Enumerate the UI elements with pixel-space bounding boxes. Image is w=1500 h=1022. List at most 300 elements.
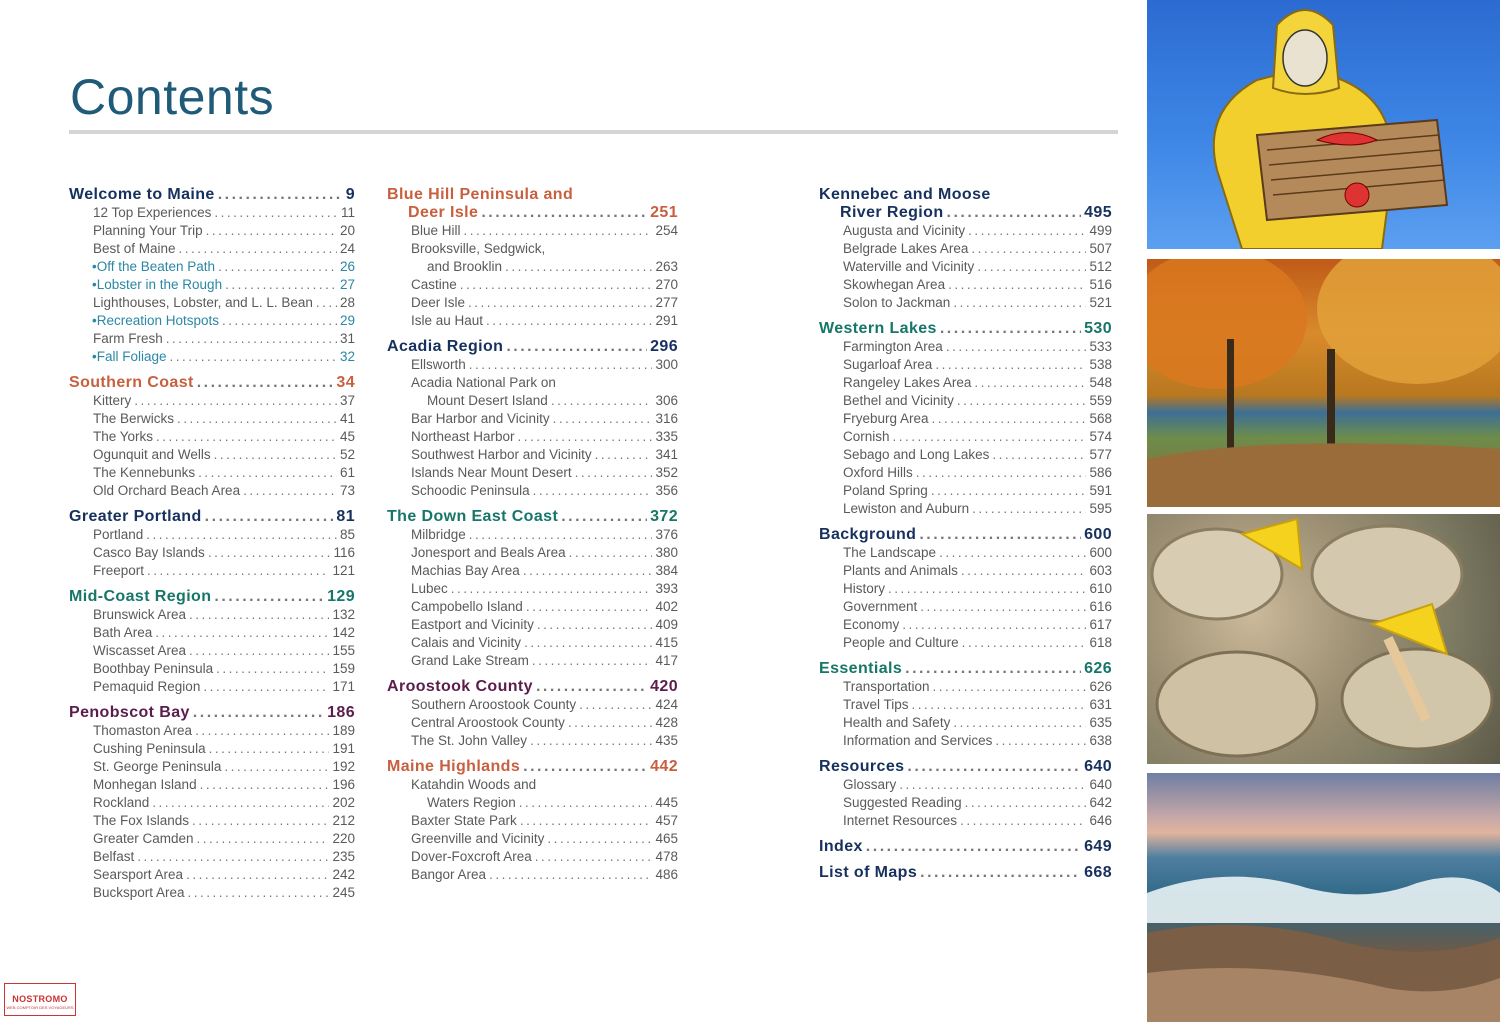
toc-entry-row[interactable] <box>387 830 678 848</box>
entry-label: Recreation Hotspots <box>96 313 220 328</box>
entry-page-number: 26 <box>339 259 355 274</box>
entry-label: Glossary <box>843 777 897 792</box>
logo-tagline: WEB COMPTOIR DES VOYAGEURS <box>6 1005 74 1010</box>
toc-entry-row[interactable] <box>69 526 355 544</box>
toc-entry-row[interactable] <box>69 222 355 240</box>
toc-entry-row[interactable] <box>387 464 678 482</box>
toc-entry-row[interactable] <box>819 500 1112 518</box>
entry-label: Pemaquid Region <box>93 679 201 694</box>
entry-page-number: 512 <box>1089 259 1112 274</box>
toc-entry-row[interactable] <box>69 464 355 482</box>
section-heading-row[interactable] <box>387 678 678 696</box>
section-title: Essentials <box>819 660 903 677</box>
dot-leader <box>953 714 1086 732</box>
entry-page-number: 192 <box>332 759 355 774</box>
entry-label: Jonesport and Beals Area <box>411 545 566 560</box>
section-title: Mid-Coast Region <box>69 588 212 605</box>
toc-entry-row[interactable] <box>387 696 678 714</box>
photo-sunset-waves-rocks <box>1147 773 1500 1022</box>
entry-page-number: 352 <box>655 465 678 480</box>
section-heading-row[interactable] <box>69 508 355 526</box>
toc-entry-row[interactable] <box>819 776 1112 794</box>
entry-page-number: 235 <box>332 849 355 864</box>
toc-entry[interactable] <box>387 776 678 794</box>
dot-leader <box>177 410 337 428</box>
logo-name: NOSTROMO <box>12 994 68 1004</box>
dot-leader <box>518 428 653 446</box>
nostromo-logo <box>4 983 76 1016</box>
toc-entry-row[interactable] <box>69 642 355 660</box>
dot-leader <box>968 222 1086 240</box>
entry-label: Transportation <box>843 679 930 694</box>
dot-leader <box>533 482 653 500</box>
toc-entry-row[interactable] <box>387 410 678 428</box>
toc-entry-row[interactable] <box>387 866 678 884</box>
entry-label: Health and Safety <box>843 715 951 730</box>
entry-label: Plants and Animals <box>843 563 958 578</box>
section-title: Background <box>819 526 917 543</box>
entry-page-number: 499 <box>1089 223 1112 238</box>
toc-entry-row[interactable] <box>69 624 355 642</box>
toc-entry-row[interactable] <box>819 392 1112 410</box>
section-page-number: 129 <box>327 588 355 605</box>
toc-entry-row[interactable] <box>69 866 355 884</box>
entry-label: Mount Desert Island <box>427 393 548 408</box>
entry-page-number: 603 <box>1089 563 1112 578</box>
toc-entry-row[interactable] <box>69 312 355 330</box>
toc-entry-row[interactable] <box>819 482 1112 500</box>
entry-label: Brunswick Area <box>93 607 187 622</box>
toc-entry-row[interactable] <box>819 598 1112 616</box>
entry-page-number: 202 <box>332 795 355 810</box>
toc-entry-row[interactable] <box>69 410 355 428</box>
dot-leader <box>460 276 653 294</box>
section-heading-row[interactable] <box>69 588 355 606</box>
section-heading-row[interactable] <box>819 864 1112 882</box>
section-heading-row[interactable] <box>69 704 355 722</box>
dot-leader <box>535 848 653 866</box>
entry-page-number: 20 <box>339 223 355 238</box>
dot-leader <box>960 812 1086 830</box>
dot-leader <box>464 222 653 240</box>
toc-entry-row[interactable] <box>819 356 1112 374</box>
toc-entry-row[interactable] <box>69 348 355 366</box>
entry-page-number: 415 <box>655 635 678 650</box>
dot-leader <box>957 392 1087 410</box>
section-heading-row[interactable] <box>819 204 1112 222</box>
dot-leader <box>189 606 329 624</box>
section-heading-row[interactable] <box>819 758 1112 776</box>
section-page-number: 81 <box>336 508 355 525</box>
toc-entry-row[interactable] <box>387 812 678 830</box>
entry-label: Bethel and Vicinity <box>843 393 954 408</box>
toc-entry-row[interactable] <box>387 714 678 732</box>
toc-entry-row[interactable] <box>387 580 678 598</box>
entry-page-number: 380 <box>655 545 678 560</box>
dot-leader <box>316 294 337 312</box>
toc-entry-row[interactable] <box>69 830 355 848</box>
section-title: Welcome to Maine <box>69 186 215 203</box>
toc-entry-row[interactable] <box>69 812 355 830</box>
entry-page-number: 409 <box>655 617 678 632</box>
entry-label: Planning Your Trip <box>93 223 203 238</box>
dot-leader <box>579 696 652 714</box>
dot-leader <box>948 276 1086 294</box>
section-page-number: 649 <box>1084 838 1112 855</box>
bullet-icon: • <box>92 349 97 364</box>
entry-page-number: 191 <box>332 741 355 756</box>
entry-label: History <box>843 581 886 596</box>
toc-entry-row[interactable] <box>387 312 678 330</box>
toc-entry-row[interactable] <box>819 634 1112 652</box>
toc-entry-row[interactable] <box>387 544 678 562</box>
toc-entry-row[interactable] <box>387 428 678 446</box>
toc-entry-row[interactable] <box>387 598 678 616</box>
entry-page-number: 600 <box>1089 545 1112 560</box>
toc-entry-row[interactable] <box>69 606 355 624</box>
section-heading-row[interactable] <box>387 758 678 776</box>
dot-leader <box>971 240 1086 258</box>
toc-entry-row[interactable] <box>819 580 1112 598</box>
dot-leader <box>893 428 1087 446</box>
toc-entry-row[interactable] <box>819 294 1112 312</box>
toc-entry-row[interactable] <box>819 678 1112 696</box>
toc-entry-row[interactable] <box>387 794 678 812</box>
entry-page-number: 335 <box>655 429 678 444</box>
entry-label: 12 Top Experiences <box>93 205 212 220</box>
entry-page-number: 52 <box>339 447 355 462</box>
entry-label: Farmington Area <box>843 339 943 354</box>
toc-entry-row[interactable] <box>819 464 1112 482</box>
entry-label: Wiscasset Area <box>93 643 187 658</box>
entry-label: Waters Region <box>427 795 516 810</box>
entry-label: Southern Aroostook County <box>411 697 577 712</box>
section-title: Resources <box>819 758 905 775</box>
toc-entry-row[interactable] <box>387 446 678 464</box>
toc-entry-row[interactable] <box>69 848 355 866</box>
entry-page-number: 300 <box>655 357 678 372</box>
toc-entry-row[interactable] <box>69 884 355 902</box>
section-page-number: 9 <box>345 186 355 203</box>
entry-label: Fall Foliage <box>96 349 167 364</box>
entry-page-number: 465 <box>655 831 678 846</box>
toc-entry-row[interactable] <box>387 276 678 294</box>
section-page-number: 442 <box>650 758 678 775</box>
dot-leader <box>907 758 1081 776</box>
dot-leader <box>146 526 337 544</box>
entry-page-number: 642 <box>1089 795 1112 810</box>
entry-page-number: 638 <box>1089 733 1112 748</box>
toc-section <box>819 660 1112 750</box>
toc-entry[interactable] <box>387 240 678 258</box>
dot-leader <box>920 864 1081 882</box>
dot-leader <box>523 562 653 580</box>
toc-entry-row[interactable] <box>69 722 355 740</box>
toc-entry-row[interactable] <box>819 812 1112 830</box>
section-heading[interactable] <box>819 186 1112 204</box>
toc-section <box>819 864 1112 882</box>
toc-entry-row[interactable] <box>387 848 678 866</box>
toc-entry-row[interactable] <box>69 294 355 312</box>
toc-entry-row[interactable] <box>819 240 1112 258</box>
dot-leader <box>489 866 652 884</box>
section-title: Acadia Region <box>387 338 504 355</box>
dot-leader <box>575 464 653 482</box>
entry-label: Grand Lake Stream <box>411 653 529 668</box>
entry-page-number: 618 <box>1089 635 1112 650</box>
toc-entry-row[interactable] <box>69 740 355 758</box>
bullet-icon: • <box>92 259 97 274</box>
dot-leader <box>519 794 653 812</box>
toc-entry-row[interactable] <box>819 374 1112 392</box>
toc-column-2 <box>387 186 678 892</box>
toc-entry-row[interactable] <box>69 240 355 258</box>
toc-entry-row[interactable] <box>69 758 355 776</box>
entry-label: The Berwicks <box>93 411 175 426</box>
toc-entry-row[interactable] <box>819 222 1112 240</box>
section-heading-row[interactable] <box>387 204 678 222</box>
toc-entry-row[interactable] <box>69 204 355 222</box>
section-heading-row[interactable] <box>819 660 1112 678</box>
toc-entry-row[interactable] <box>69 258 355 276</box>
entry-label: Lewiston and Auburn <box>843 501 970 516</box>
section-page-number: 420 <box>650 678 678 695</box>
dot-leader <box>553 410 653 428</box>
photo-autumn-lake-trees <box>1147 259 1500 507</box>
dot-leader <box>189 642 329 660</box>
toc-entry-row[interactable] <box>387 526 678 544</box>
entry-page-number: 538 <box>1089 357 1112 372</box>
toc-section <box>69 508 355 580</box>
dot-leader <box>200 776 330 794</box>
dot-leader <box>468 294 652 312</box>
toc-entry-row[interactable] <box>69 794 355 812</box>
toc-section <box>387 508 678 670</box>
entry-label: Acadia National Park on <box>411 375 556 390</box>
toc-entry-row[interactable] <box>387 616 678 634</box>
dot-leader <box>995 732 1086 750</box>
dot-leader <box>155 624 329 642</box>
entry-page-number: 29 <box>339 313 355 328</box>
entry-page-number: 424 <box>655 697 678 712</box>
entry-label: Brooksville, Sedgwick, <box>411 241 546 256</box>
entry-page-number: 263 <box>655 259 678 274</box>
toc-section <box>69 374 355 500</box>
dot-leader <box>912 696 1087 714</box>
toc-entry-row[interactable] <box>819 616 1112 634</box>
entry-page-number: 574 <box>1089 429 1112 444</box>
toc-entry-row[interactable] <box>819 732 1112 750</box>
section-page-number: 640 <box>1084 758 1112 775</box>
entry-label: Isle au Haut <box>411 313 484 328</box>
toc-entry-row[interactable] <box>387 294 678 312</box>
dot-leader <box>486 312 652 330</box>
entry-page-number: 142 <box>332 625 355 640</box>
toc-entry-row[interactable] <box>819 338 1112 356</box>
section-page-number: 668 <box>1084 864 1112 881</box>
toc-entry-row[interactable] <box>387 732 678 750</box>
entry-label: Eastport and Vicinity <box>411 617 534 632</box>
section-title: Greater Portland <box>69 508 202 525</box>
toc-entry-row[interactable] <box>69 660 355 678</box>
dot-leader <box>208 544 331 562</box>
section-heading-row[interactable] <box>69 374 355 392</box>
dot-leader <box>197 830 330 848</box>
entry-page-number: 478 <box>655 849 678 864</box>
entry-label: The Fox Islands <box>93 813 190 828</box>
entry-label: Best of Maine <box>93 241 176 256</box>
dot-leader <box>505 258 652 276</box>
entry-page-number: 291 <box>655 313 678 328</box>
section-heading-row[interactable] <box>819 320 1112 338</box>
dot-leader <box>939 544 1086 562</box>
bullet-icon: • <box>92 277 97 292</box>
entry-page-number: 277 <box>655 295 678 310</box>
section-title: List of Maps <box>819 864 918 881</box>
dot-leader <box>195 722 329 740</box>
entry-page-number: 640 <box>1089 777 1112 792</box>
toc-section <box>819 320 1112 518</box>
toc-entry-row[interactable] <box>69 562 355 580</box>
toc-entry-row[interactable] <box>69 276 355 294</box>
entry-page-number: 646 <box>1089 813 1112 828</box>
toc-section <box>387 338 678 500</box>
toc-entry-row[interactable] <box>819 794 1112 812</box>
toc-entry-row[interactable] <box>387 652 678 670</box>
toc-entry-row[interactable] <box>819 696 1112 714</box>
dot-leader <box>569 544 653 562</box>
dot-leader <box>216 660 329 678</box>
entry-label: Travel Tips <box>843 697 909 712</box>
section-title: Blue Hill Peninsula and <box>387 186 574 203</box>
toc-entry-row[interactable] <box>387 222 678 240</box>
entry-label: Old Orchard Beach Area <box>93 483 241 498</box>
entry-label: Lubec <box>411 581 448 596</box>
dot-leader <box>920 598 1086 616</box>
dot-leader <box>947 204 1082 222</box>
entry-label: Waterville and Vicinity <box>843 259 975 274</box>
entry-label: Freeport <box>93 563 145 578</box>
toc-column-3 <box>819 186 1112 890</box>
entry-label: Greater Camden <box>93 831 194 846</box>
section-title: Maine Highlands <box>387 758 521 775</box>
toc-entry-row[interactable] <box>69 678 355 696</box>
entry-page-number: 45 <box>339 429 355 444</box>
toc-entry-row[interactable] <box>387 356 678 374</box>
entry-page-number: 521 <box>1089 295 1112 310</box>
section-heading-row[interactable] <box>387 508 678 526</box>
toc-entry-row[interactable] <box>819 562 1112 580</box>
dot-leader <box>888 580 1086 598</box>
section-title: Deer Isle <box>408 204 479 221</box>
entry-page-number: 457 <box>655 813 678 828</box>
entry-label: Southwest Harbor and Vicinity <box>411 447 592 462</box>
entry-label: Economy <box>843 617 900 632</box>
entry-label: Dover-Foxcroft Area <box>411 849 532 864</box>
toc-entry-row[interactable] <box>387 634 678 652</box>
toc-entry[interactable] <box>387 374 678 392</box>
toc-entry-row[interactable] <box>819 714 1112 732</box>
dot-leader <box>166 330 337 348</box>
section-heading-row[interactable] <box>819 526 1112 544</box>
toc-entry-row[interactable] <box>69 776 355 794</box>
toc-entry-row[interactable] <box>819 428 1112 446</box>
toc-entry-row[interactable] <box>819 446 1112 464</box>
toc-entry-row[interactable] <box>387 562 678 580</box>
toc-entry-row[interactable] <box>69 446 355 464</box>
dot-leader <box>526 598 653 616</box>
toc-entry-row[interactable] <box>69 428 355 446</box>
entry-page-number: 635 <box>1089 715 1112 730</box>
photo-fisherman-lobster-trap <box>1147 0 1500 249</box>
section-heading-row[interactable] <box>819 838 1112 856</box>
entry-label: Belfast <box>93 849 135 864</box>
dot-leader <box>451 580 653 598</box>
toc-entry-row[interactable] <box>819 544 1112 562</box>
photo-oysters-with-lemon <box>1147 514 1500 764</box>
dot-leader <box>225 276 337 294</box>
toc-entry-row[interactable] <box>69 330 355 348</box>
toc-column-1 <box>69 186 355 910</box>
toc-entry-row[interactable] <box>819 276 1112 294</box>
dot-leader <box>547 830 652 848</box>
dot-leader <box>218 258 337 276</box>
toc-entry-row[interactable] <box>69 544 355 562</box>
entry-page-number: 631 <box>1089 697 1112 712</box>
entry-label: Information and Services <box>843 733 993 748</box>
dot-leader <box>551 392 653 410</box>
toc-entry-row[interactable] <box>387 482 678 500</box>
entry-page-number: 159 <box>332 661 355 676</box>
toc-section <box>819 838 1112 856</box>
section-heading-row[interactable] <box>69 186 355 204</box>
dot-leader <box>962 634 1087 652</box>
toc-entry-row[interactable] <box>69 482 355 500</box>
dot-leader <box>899 776 1086 794</box>
dot-leader <box>916 464 1087 482</box>
section-page-number: 372 <box>650 508 678 525</box>
entry-page-number: 41 <box>339 411 355 426</box>
toc-entry-row[interactable] <box>819 258 1112 276</box>
entry-page-number: 31 <box>339 331 355 346</box>
entry-page-number: 171 <box>332 679 355 694</box>
entry-page-number: 11 <box>340 205 355 220</box>
toc-entry-row[interactable] <box>387 258 678 276</box>
entry-label: Schoodic Peninsula <box>411 483 530 498</box>
section-title: The Down East Coast <box>387 508 559 525</box>
section-title: Southern Coast <box>69 374 194 391</box>
dot-leader <box>524 634 652 652</box>
entry-page-number: 189 <box>332 723 355 738</box>
section-title: River Region <box>840 204 944 221</box>
section-heading-row[interactable] <box>387 338 678 356</box>
section-heading[interactable] <box>387 186 678 204</box>
section-page-number: 626 <box>1084 660 1112 677</box>
toc-section <box>387 758 678 884</box>
section-page-number: 530 <box>1084 320 1112 337</box>
entry-page-number: 245 <box>332 885 355 900</box>
section-page-number: 495 <box>1084 204 1112 221</box>
entry-page-number: 32 <box>339 349 355 364</box>
toc-entry-row[interactable] <box>819 410 1112 428</box>
toc-entry-row[interactable] <box>69 392 355 410</box>
toc-section <box>69 186 355 366</box>
entry-page-number: 507 <box>1089 241 1112 256</box>
entry-page-number: 533 <box>1089 339 1112 354</box>
toc-entry-row[interactable] <box>387 392 678 410</box>
entry-page-number: 24 <box>339 241 355 256</box>
section-page-number: 600 <box>1084 526 1112 543</box>
